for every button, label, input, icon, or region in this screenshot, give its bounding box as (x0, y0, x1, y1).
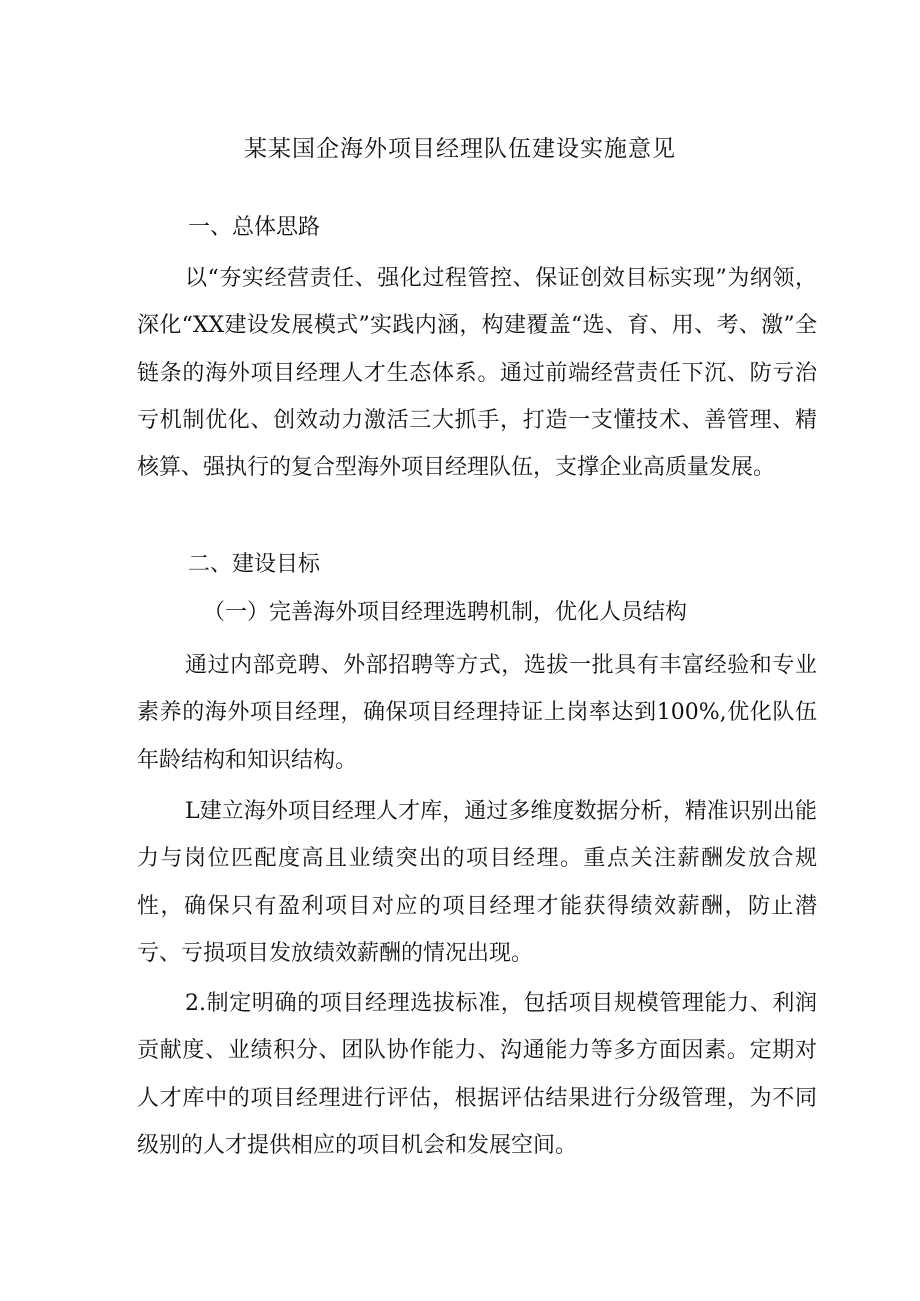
document-title: 某某国企海外项目经理队伍建设实施意见 (244, 136, 676, 162)
section-heading-overall-approach: 一、总体思路 (188, 215, 321, 240)
paragraph-talent-pool: L建立海外项目经理人才库，通过多维度数据分析，精准识别出能力与岗位匹配度高且业绩突出的项目经理。重点关注薪酬发放合规性，确保只有盈利项目对应的项目经理才能获得绩效薪酬，防止潜亏、亏损项目发放绩效薪酬的情况出现。 (137, 799, 817, 966)
section-heading-goals: 二、建设目标 (188, 552, 321, 577)
paragraph-recruitment: 通过内部竞聘、外部招聘等方式，选拔一批具有丰富经验和专业素养的海外项目经理，确保项目经理持证上岗率达到100%,优化队伍年龄结构和知识结构。 (137, 653, 817, 773)
subsection-heading-recruitment: （一）完善海外项目经理选聘机制，优化人员结构 (203, 600, 688, 625)
paragraph-overall-approach: 以“夯实经营责任、强化过程管控、保证创效目标实现”为纲领，深化“XX建设发展模式”实践内涵，构建覆盖“选、育、用、考、激”全链条的海外项目经理人才生态体系。通过前端经营责任下沉、防亏治亏机制优化、创效动力激活三大抓手，打造一支懂技术、善管理、精核算、强执行的复合型海外项目经理队伍，支撑企业高质量发展。 (137, 266, 817, 481)
paragraph-selection-standards: 2.制定明确的项目经理选拔标准，包括项目规模管理能力、利润贡献度、业绩积分、团队协作能力、沟通能力等多方面因素。定期对人才库中的项目经理进行评估，根据评估结果进行分级管理，为不同级别的人才提供相应的项目机会和发展空间。 (137, 991, 817, 1158)
